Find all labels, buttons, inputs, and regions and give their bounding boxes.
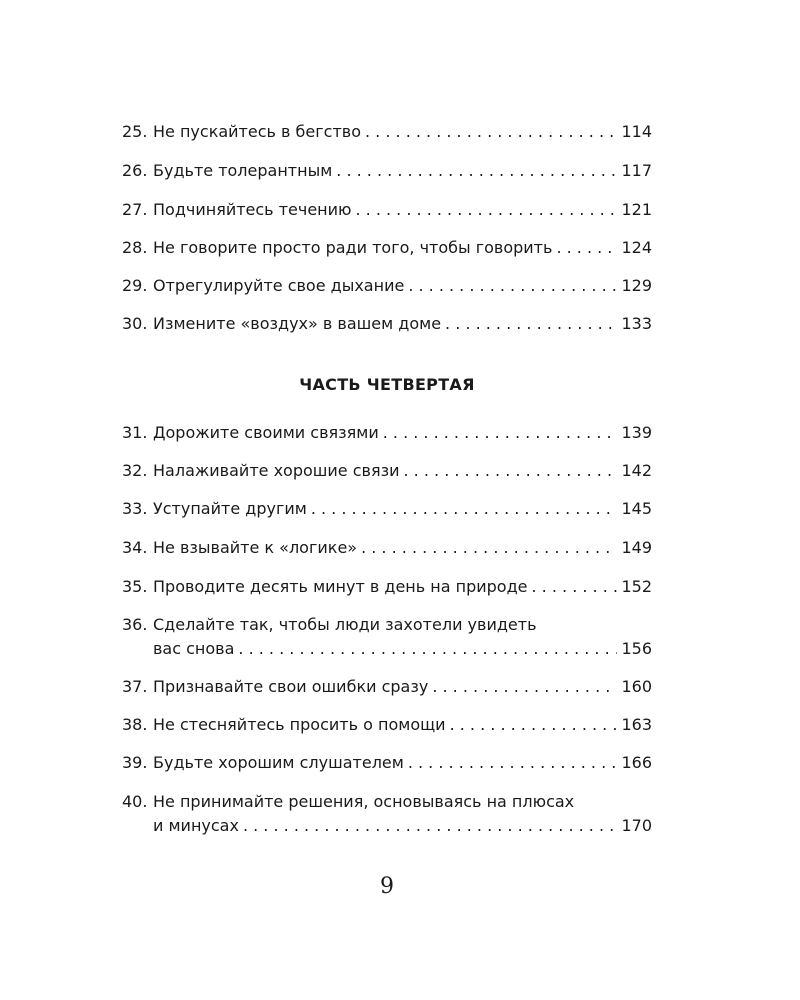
entry-page-number: 121: [621, 200, 652, 219]
toc-entry: [122, 675, 652, 699]
entry-number: 29.: [122, 276, 148, 295]
toc-entry: [122, 536, 652, 560]
dot-leader: [243, 814, 618, 838]
dot-leader: [556, 236, 617, 260]
entry-title: Уступайте другим: [153, 499, 307, 518]
entry-page-number: 145: [621, 499, 652, 518]
section-heading: ЧАСТЬ ЧЕТВЕРТАЯ: [299, 375, 475, 394]
toc-entry: [122, 120, 652, 144]
entry-page-number: 133: [621, 314, 652, 333]
entry-title-continuation: и минусах: [153, 816, 239, 835]
toc-entry: [122, 613, 652, 661]
entry-number: 39.: [122, 753, 148, 772]
entry-page-number: 156: [621, 639, 652, 658]
entry-page-number: 117: [621, 161, 652, 180]
toc-entry: [122, 497, 652, 521]
dot-leader: [311, 497, 618, 521]
dot-leader: [404, 459, 618, 483]
entry-title: Дорожите своими связями: [153, 423, 379, 442]
entry-title: Не стесняйтесь просить о помощи: [153, 715, 446, 734]
page-number: 9: [380, 874, 394, 899]
entry-title: Проводите десять минут в день на природе: [153, 577, 528, 596]
entry-page-number: 124: [621, 238, 652, 257]
toc-entry: [122, 751, 652, 775]
entry-title: Налаживайте хорошие связи: [153, 461, 400, 480]
toc-entry: [122, 790, 652, 838]
dot-leader: [361, 536, 617, 560]
dot-leader: [336, 159, 617, 183]
entry-page-number: 160: [621, 677, 652, 696]
dot-leader: [408, 751, 618, 775]
entry-title: Признавайте свои ошибки сразу: [153, 677, 429, 696]
dot-leader: [532, 575, 618, 599]
entry-title: Сделайте так, чтобы люди захотели увидеть: [153, 615, 537, 634]
entry-title: Отрегулируйте свое дыхание: [153, 276, 405, 295]
dot-leader: [450, 713, 618, 737]
dot-leader: [383, 421, 618, 445]
entry-number: 33.: [122, 499, 148, 518]
dot-leader: [432, 675, 617, 699]
entry-title: Будьте толерантным: [153, 161, 333, 180]
entry-number: 35.: [122, 577, 148, 596]
entry-page-number: 114: [621, 122, 652, 141]
entry-title: Будьте хорошим слушателем: [153, 753, 404, 772]
entry-page-number: 152: [621, 577, 652, 596]
toc-entry: [122, 159, 652, 183]
toc-entry: [122, 421, 652, 445]
entry-title: Подчиняйтесь течению: [153, 200, 352, 219]
entry-number: 34.: [122, 538, 148, 557]
entry-page-number: 166: [621, 753, 652, 772]
entry-number: 37.: [122, 677, 148, 696]
entry-title-continuation: вас снова: [153, 639, 235, 658]
dot-leader: [408, 274, 617, 298]
entry-number: 25.: [122, 122, 148, 141]
entry-number: 26.: [122, 161, 148, 180]
entry-page-number: 149: [621, 538, 652, 557]
entry-number: 31.: [122, 423, 148, 442]
entry-page-number: 163: [621, 715, 652, 734]
entry-title: Не принимайте решения, основываясь на плюсах: [153, 792, 575, 811]
toc-entry: [122, 575, 652, 599]
dot-leader: [445, 312, 617, 336]
toc-entry: [122, 198, 652, 222]
entry-number: 30.: [122, 314, 148, 333]
entry-title: Не взывайте к «логике»: [153, 538, 358, 557]
entry-page-number: 142: [621, 461, 652, 480]
toc-entry: [122, 274, 652, 298]
dot-leader: [365, 120, 617, 144]
toc-entry: [122, 236, 652, 260]
entry-page-number: 170: [621, 816, 652, 835]
entry-number: 38.: [122, 715, 148, 734]
entry-title: Измените «воздух» в вашем доме: [153, 314, 442, 333]
entry-page-number: 139: [621, 423, 652, 442]
entry-number: 27.: [122, 200, 148, 219]
entry-number: 40.: [122, 792, 148, 811]
dot-leader: [238, 637, 617, 661]
toc-entry: [122, 459, 652, 483]
entry-number: 28.: [122, 238, 148, 257]
entry-page-number: 129: [621, 276, 652, 295]
entry-title: Не говорите просто ради того, чтобы говорить: [153, 238, 553, 257]
toc-entry: [122, 312, 652, 336]
dot-leader: [355, 198, 617, 222]
entry-title: Не пускайтесь в бегство: [153, 122, 361, 141]
toc-entry: [122, 713, 652, 737]
entry-number: 32.: [122, 461, 148, 480]
entry-number: 36.: [122, 615, 148, 634]
